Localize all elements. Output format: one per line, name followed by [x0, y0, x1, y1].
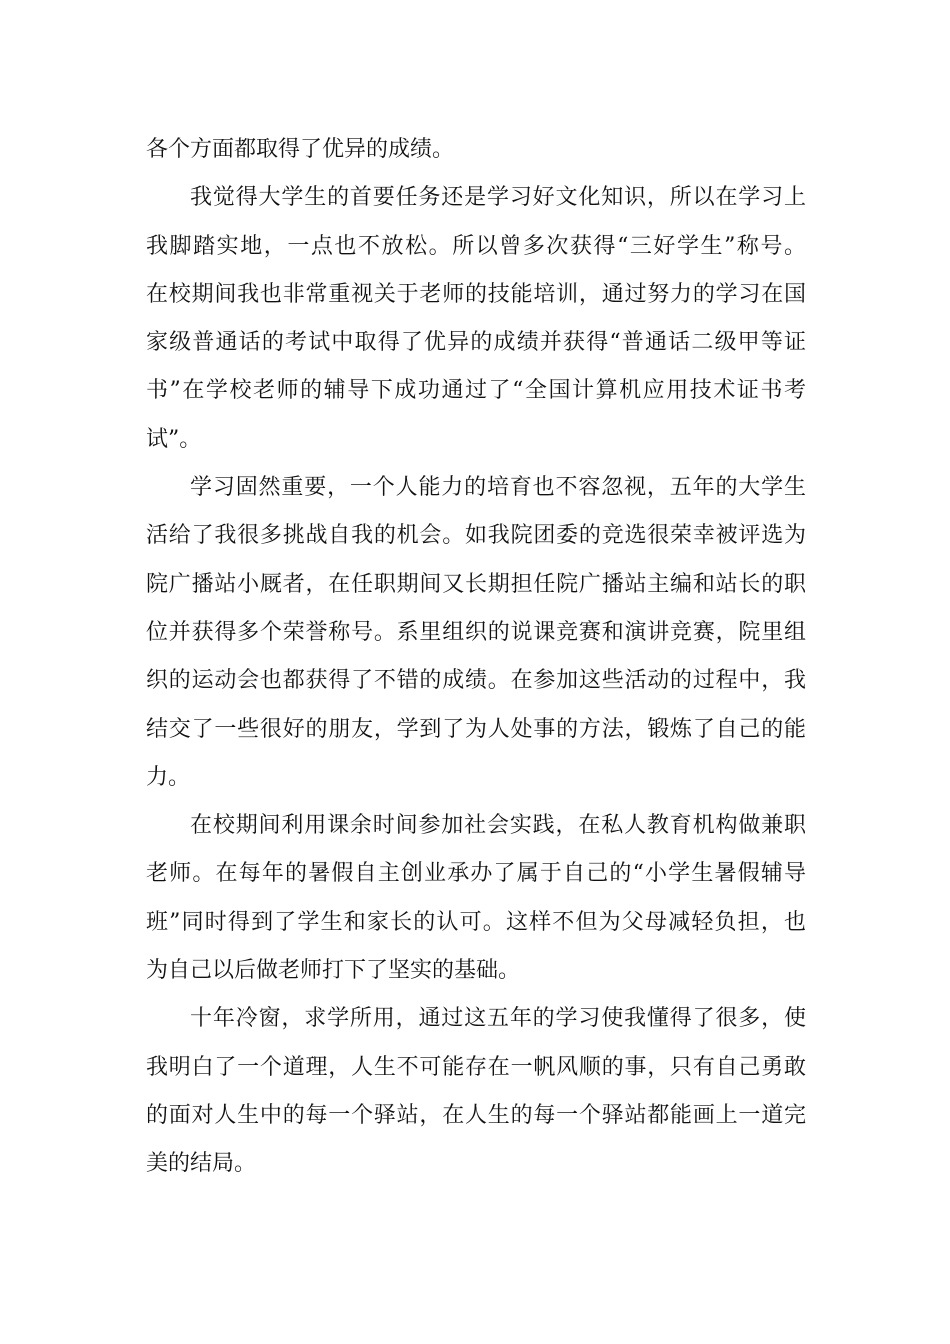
paragraph-line: 各个方面都取得了优异的成绩。: [146, 137, 455, 162]
paragraph-line: 家级普通话的考试中取得了优异的成绩并获得“普通话二级甲等证: [146, 330, 806, 356]
paragraph-line: 我觉得大学生的首要任务还是学习好文化知识，所以在学习上: [190, 185, 806, 211]
paragraph-line: 班”同时得到了学生和家长的认可。这样不但为父母减轻负担，也: [146, 909, 806, 935]
paragraph-line: 结交了一些很好的朋友，学到了为人处事的方法，锻炼了自己的能: [146, 716, 806, 742]
paragraph-line: 位并获得多个荣誉称号。系里组织的说课竞赛和演讲竞赛，院里组: [146, 619, 806, 645]
paragraph-line: 十年冷窗，求学所用，通过这五年的学习使我懂得了很多，使: [190, 1006, 806, 1032]
paragraph-4: [146, 802, 806, 995]
paragraph-line: 织的运动会也都获得了不错的成绩。在参加这些活动的过程中，我: [146, 668, 806, 694]
paragraph-2: [146, 174, 806, 464]
paragraph-1: [146, 126, 806, 174]
paragraph-line: 老师。在每年的暑假自主创业承办了属于自己的“小学生暑假辅导: [146, 861, 806, 887]
paragraph-line: 院广播站小厩者，在任职期间又长期担任院广播站主编和站长的职: [146, 571, 806, 597]
paragraph-line: 书”在学校老师的辅导下成功通过了“全国计算机应用技术证书考: [146, 378, 806, 404]
paragraph-line: 在校期间利用课余时间参加社会实践，在私人教育机构做兼职: [190, 813, 806, 839]
paragraph-line: 试”。: [146, 426, 202, 452]
paragraph-line: 在校期间我也非常重视关于老师的技能培训，通过努力的学习在国: [146, 281, 806, 307]
document-body: [146, 126, 806, 1189]
paragraph-line: 学习固然重要，一个人能力的培育也不容忽视，五年的大学生: [190, 475, 806, 501]
paragraph-5: [146, 995, 806, 1188]
paragraph-line: 活给了我很多挑战自我的机会。如我院团委的竞选很荣幸被评选为: [146, 523, 806, 549]
paragraph-line: 我脚踏实地，一点也不放松。所以曾多次获得“三好学生”称号。: [146, 233, 806, 259]
paragraph-line: 美的结局。: [146, 1151, 257, 1177]
paragraph-line: 力。: [146, 764, 191, 790]
paragraph-3: [146, 464, 806, 802]
paragraph-line: 我明白了一个道理，人生不可能存在一帆风顺的事，只有自己勇敢: [146, 1054, 806, 1080]
paragraph-line: 为自己以后做老师打下了坚实的基础。: [146, 958, 521, 984]
paragraph-line: 的面对人生中的每一个驿站，在人生的每一个驿站都能画上一道完: [146, 1102, 806, 1128]
